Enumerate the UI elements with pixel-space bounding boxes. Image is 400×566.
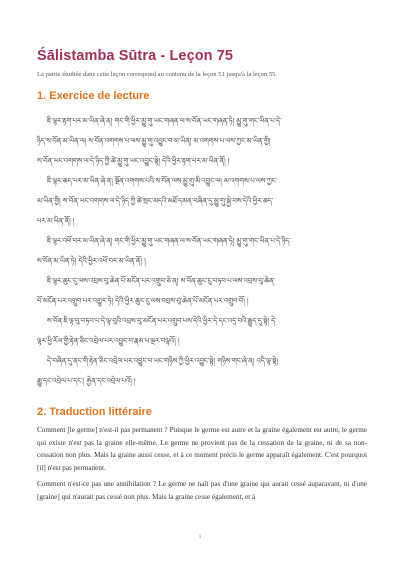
tibetan-paragraph-5 xyxy=(37,311,367,351)
tibetan-line: རྒྱུ་དང་འབྲེལ་པ་དང་། རྐྱེན་དང་འབྲེལ་པའོ། ། xyxy=(37,377,136,385)
tibetan-line: ས་བོན་ཇི་ལྟ་བུ་བཏབ་པ་དེ་ལྟ་བུའི་འབྲས་བུ་མངོན་པར་འགྲུབ་པས་དེའི་ཕྱིར་དེ་དང་འདྲ་བའི་རྒྱུད་དུ་སྟེ། དེ་ xyxy=(47,317,277,325)
tibetan-line: མ་ཡིན་གྱི། ས་བོན་ཡང་འགགས་ལ་དེ་ཉིད་ཀྱི་ཚེ་སྲང་མདའི་མཐོ་དམན་བཞིན་དུ་མྱུ་གུ་སྐྱེ་བས་དེའི་ཕྱིར་ཆད་ xyxy=(37,197,274,205)
french-paragraph-1: Comment [le germe] n'est-il pas permanent ? Puisque le germe est autre et la graine également est autre, le germe qui existe n'est pas la graine elle-même. Le germe ne provient pas de la cessation de la graine, ni de sa non-cessation non plus. Mais la graine aussi cesse, et à ce moment précis le germe apparaît également. C'est pourquoi [il] n'est pas permanent. xyxy=(37,426,367,472)
tibetan-line: ས་བོན་མ་ཡིན་ཏེ། དེའི་ཕྱིར་འཕོ་བར་མ་ཡིན་ནོ། ། xyxy=(37,257,146,265)
section-heading-reading: 1. Exercice de lecture xyxy=(37,90,150,102)
tibetan-line: ཇི་ལྟར་རྟག་པར་མ་ཡིན་ཞེ་ན། གང་གི་ཕྱིར་མྱུ་གུ་ཡང་གཞན་ལ་ས་བོན་ཡང་གཞན་ཏེ། མྱུ་གུ་གང་ཡིན་པ་དེ་ xyxy=(47,117,282,125)
tibetan-line: ས་བོན་ཡང་འགགས་ལ་དེ་ཉིད་ཀྱི་ཚེ་མྱུ་གུ་ཡང་འབྱུང་སྟེ། དེའི་ཕྱིར་རྟག་པར་མ་ཡིན་ནོ། ། xyxy=(37,157,230,165)
tibetan-line: དེ་བཞིན་དུ་ནང་གི་རྟེན་ཅིང་འབྲེལ་པར་འབྱུང་བ་ཡང་གཉིས་ཀྱི་ཕྱིར་འབྱུང་སྟེ། གཉིས་གང་ཞེ་ན། འདི་ལྟ་སྟེ། xyxy=(47,357,278,365)
page-title: Śālistamba Sūtra - Leçon 75 xyxy=(37,48,234,64)
tibetan-line: ཇི་ལྟར་ཆད་པར་མ་ཡིན་ཞེ་ན། སྔོན་འགགས་པའི་ས་བོན་ལས་མྱུ་གུ་མི་འབྱུང་ལ། མ་འགགས་པ་ལས་ཀྱང་ xyxy=(47,177,278,185)
tibetan-line: ལྟར་ཕྱི་རོལ་གྱི་རྟེན་ཅིང་འབྲེལ་པར་འབྱུང་བ་རྣམ་པ་ལྔར་བལྟའོ། ། xyxy=(37,337,180,345)
tibetan-paragraph-1 xyxy=(37,111,367,171)
intro-text: La partie étudiée dans cette leçon correspond au contenu de la leçon 51 jusqu'à la leçon 55. xyxy=(37,71,278,78)
tibetan-paragraph-3 xyxy=(37,231,367,271)
tibetan-line: པོ་མངོན་པར་འགྲུབ་པར་འགྱུར་ཏེ། དེའི་ཕྱིར་ཆུང་ངུ་ལས་འབྲས་བུ་ཆེན་པོ་མངོན་པར་འགྲུབ་བོ། ། xyxy=(37,297,249,305)
tibetan-line: ཉིད་ས་བོན་མ་ཡིན་ལ། ས་བོན་འགགས་པ་ལས་མྱུ་གུ་འབྱུང་བ་མ་ཡིན། མ་འགགས་པ་ལས་ཀྱང་མ་ཡིན་གྱི། xyxy=(37,137,271,145)
tibetan-paragraph-2 xyxy=(37,171,367,231)
tibetan-paragraph-6 xyxy=(37,351,367,391)
section-heading-translation: 2. Traduction littéraire xyxy=(37,406,152,418)
tibetan-paragraph-4 xyxy=(37,271,367,311)
tibetan-line: པར་མ་ཡིན་ནོ། ། xyxy=(37,217,75,225)
tibetan-line: ཇི་ལྟར་ཆུང་ངུ་ལས་འབྲས་བུ་ཆེན་པོ་མངོན་པར་འགྲུབ་ཅེ་ན། ས་བོན་ཆུང་ངུ་བཏབ་པ་ལས་འབྲས་བུ་ཆེན་ xyxy=(47,277,276,285)
page-number: 1 xyxy=(198,534,202,540)
french-paragraph-2: Comment n'est-ce pas une annihilation ? Le germe ne naît pas d'une graine qui aurait cessé auparavant, ni d'une [graine] qui n'aurait pas cessé non plus. Mais la graine cesse également, et à xyxy=(37,480,367,501)
tibetan-line: ཇི་ལྟར་འཕོ་བར་མ་ཡིན་ཞེ་ན། གང་གི་ཕྱིར་མྱུ་གུ་ཡང་གཞན་ལ་ས་བོན་ཡང་གཞན་ཏེ། མྱུ་གུ་གང་ཡིན་པ་དེ་ཉིད་ xyxy=(47,237,291,245)
